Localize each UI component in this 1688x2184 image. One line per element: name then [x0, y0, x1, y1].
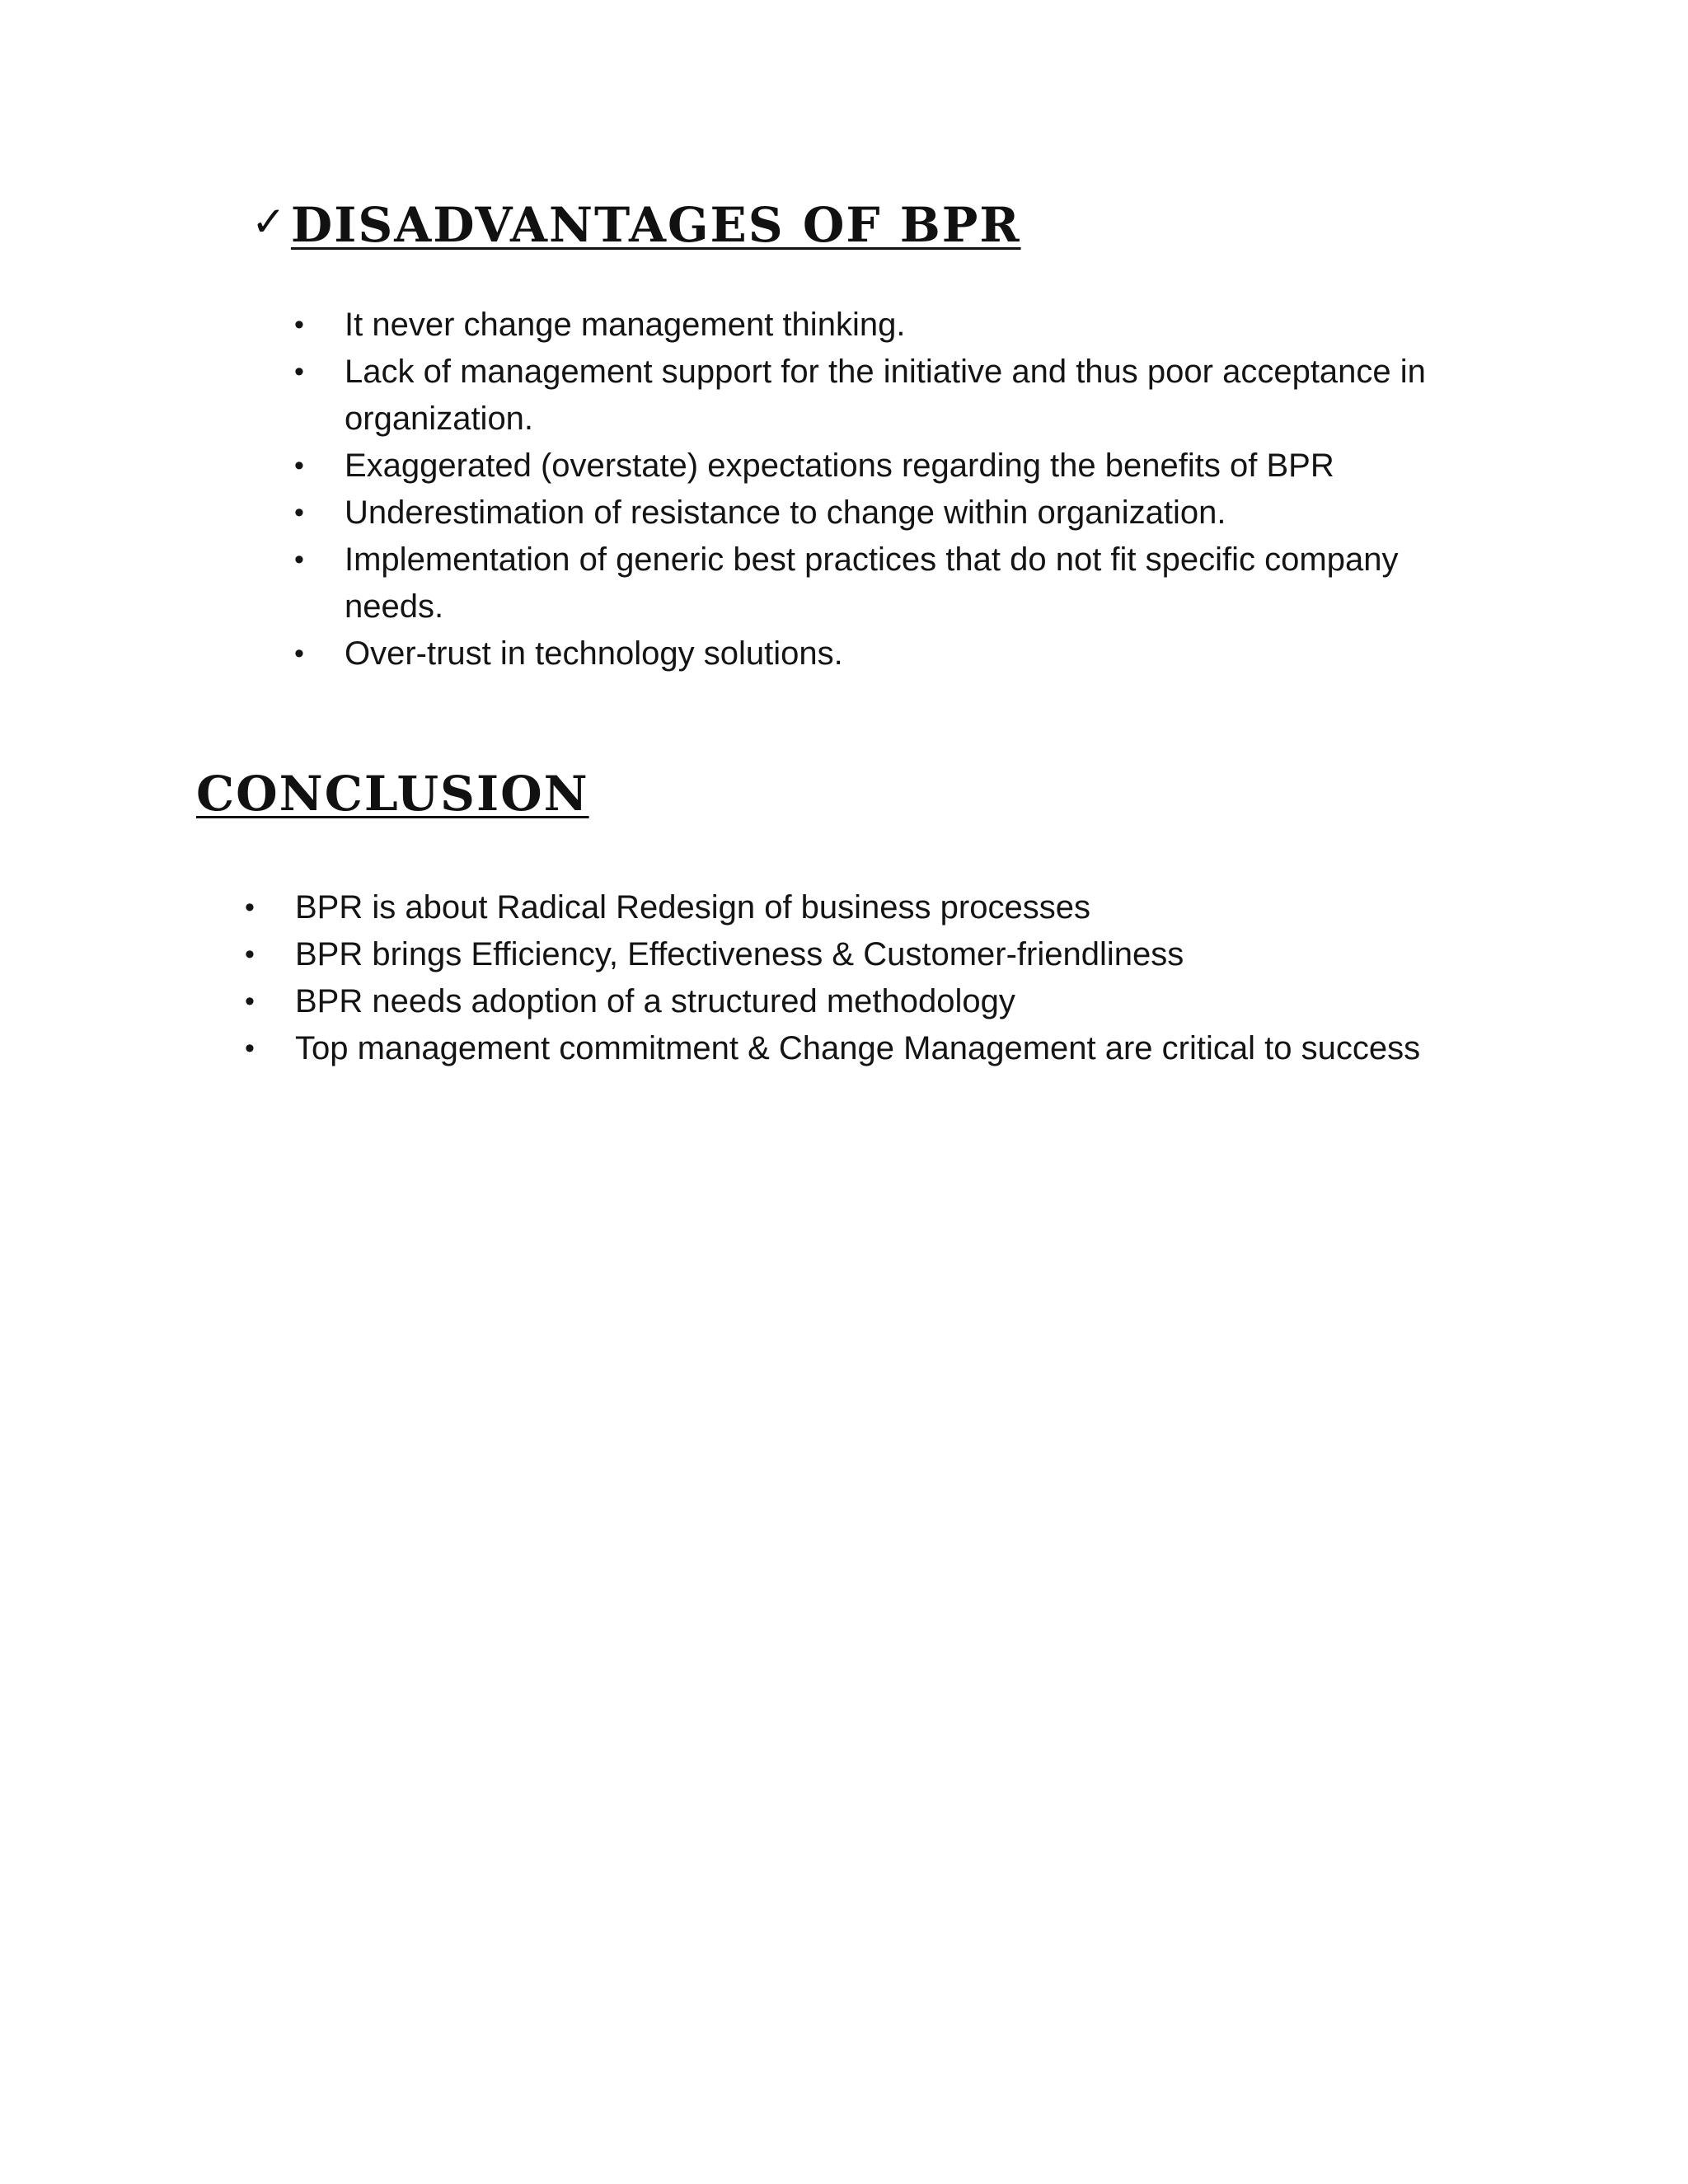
- bullet-icon: •: [245, 986, 255, 1017]
- list-item: [294, 443, 1498, 490]
- bullet-icon: •: [294, 356, 304, 387]
- checkmark-icon: ✓: [251, 198, 286, 246]
- list-item: [294, 302, 1498, 349]
- list-item-text: BPR brings Efficiency, Effectiveness & Customer-friendliness: [295, 936, 1184, 972]
- list-item-text: Exaggerated (overstate) expectations regarding the benefits of BPR: [345, 448, 1334, 484]
- list-item: [294, 630, 1498, 677]
- list-item: [294, 349, 1498, 443]
- bullet-icon: •: [294, 544, 304, 575]
- disadvantages-heading: DISADVANTAGES OF BPR: [290, 197, 1021, 253]
- bullet-icon: •: [245, 939, 255, 970]
- list-item-text: It never change management thinking.: [345, 307, 906, 343]
- list-item-text: Top management commitment & Change Management are critical to success: [295, 1030, 1421, 1066]
- bullet-icon: •: [294, 638, 304, 669]
- list-item: [245, 884, 1448, 931]
- conclusion-list: [245, 884, 1448, 1072]
- list-item: [294, 490, 1498, 537]
- disadvantages-list: [294, 302, 1498, 677]
- list-item-text: Over-trust in technology solutions.: [345, 635, 843, 672]
- list-item-text: Implementation of generic best practices that do not fit specific company needs.: [345, 541, 1399, 625]
- bullet-icon: •: [245, 1033, 255, 1064]
- list-item-text: Underestimation of resistance to change within organization.: [345, 494, 1226, 531]
- list-item-text: BPR needs adoption of a structured methodology: [295, 983, 1015, 1019]
- list-item-text: BPR is about Radical Redesign of business processes: [295, 889, 1090, 926]
- list-item: [245, 1025, 1448, 1072]
- bullet-icon: •: [245, 892, 255, 923]
- list-item: [294, 537, 1498, 630]
- conclusion-heading-row: [196, 766, 589, 822]
- bullet-icon: •: [294, 309, 304, 340]
- conclusion-heading: CONCLUSION: [196, 766, 589, 822]
- list-item-text: Lack of management support for the initiative and thus poor acceptance in organization.: [345, 354, 1426, 437]
- disadvantages-heading-row: [251, 198, 1021, 253]
- bullet-icon: •: [294, 450, 304, 481]
- list-item: [245, 931, 1448, 978]
- bullet-icon: •: [294, 497, 304, 528]
- list-item: [245, 978, 1448, 1025]
